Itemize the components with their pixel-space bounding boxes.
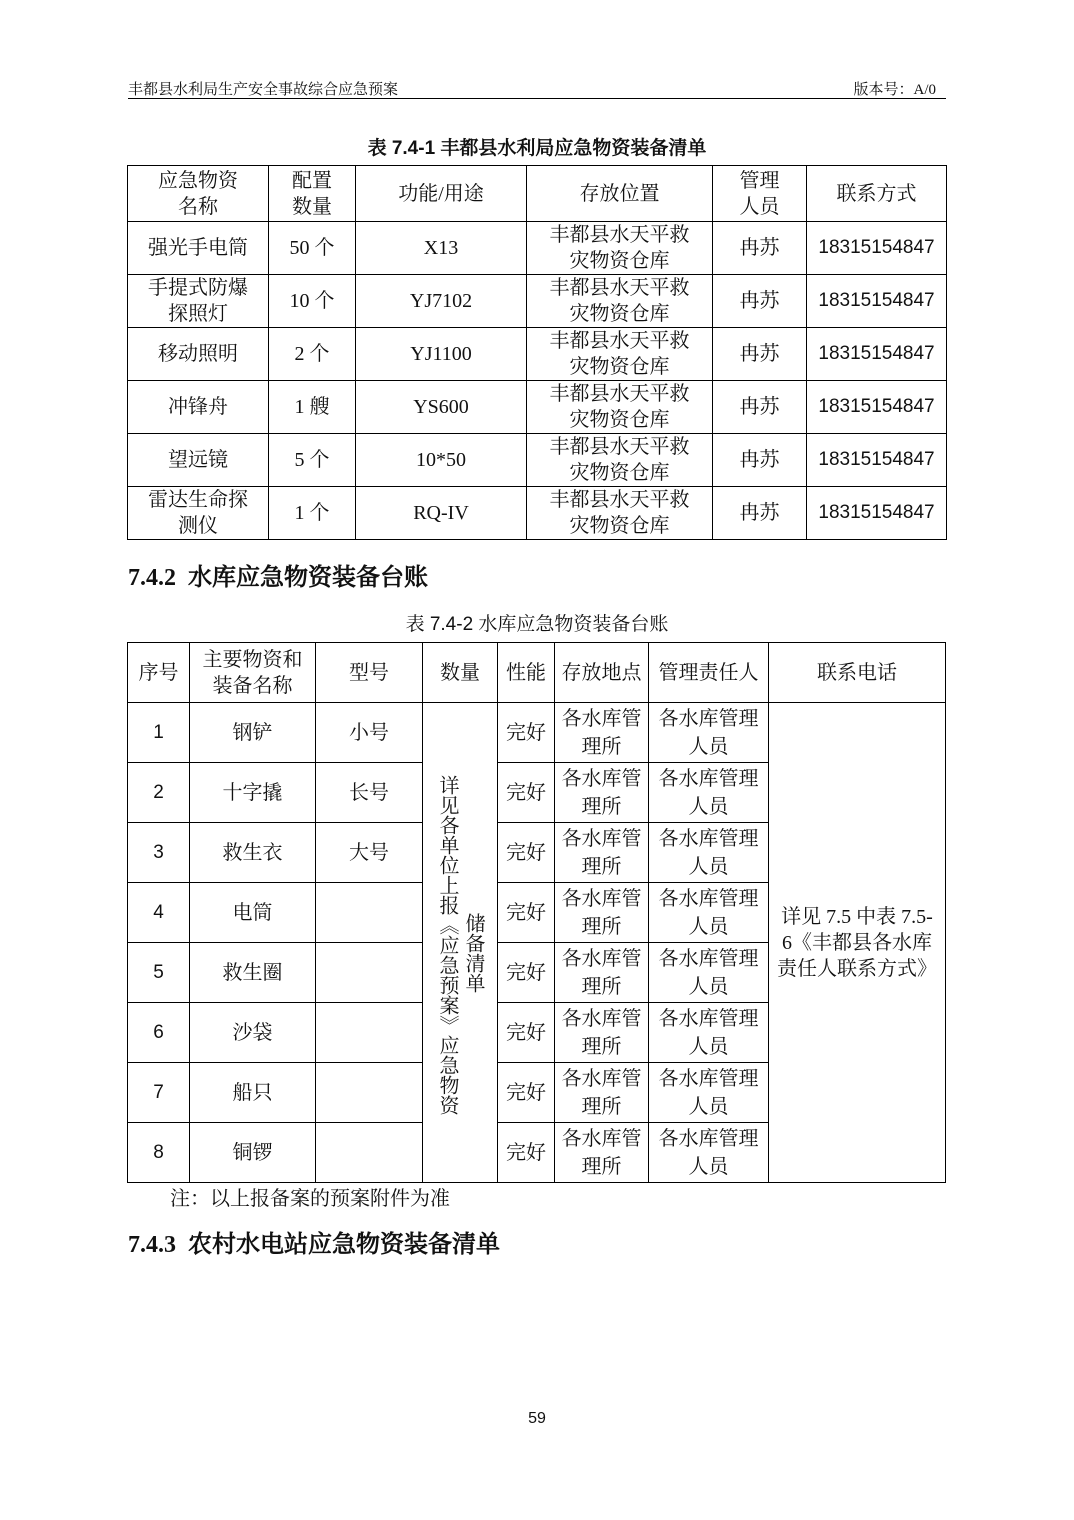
item-location: 丰都县水天平救 灾物资仓库 bbox=[527, 434, 713, 487]
row-number: 3 bbox=[128, 823, 190, 883]
item-performance: 完好 bbox=[498, 703, 555, 763]
item-model bbox=[316, 883, 423, 943]
item-place: 各水库管 理所 bbox=[555, 943, 649, 1003]
row-number: 1 bbox=[128, 703, 190, 763]
item-name: 移动照明 bbox=[128, 328, 269, 381]
table2-header-cell: 联系电话 bbox=[769, 643, 946, 703]
section-heading-7-4-2: 7.4.2 水库应急物资装备台账 bbox=[128, 565, 428, 591]
table2-header-row bbox=[128, 643, 946, 703]
item-performance: 完好 bbox=[498, 1063, 555, 1123]
item-location: 丰都县水天平救 灾物资仓库 bbox=[527, 381, 713, 434]
item-name: 沙袋 bbox=[190, 1003, 316, 1063]
item-name: 电筒 bbox=[190, 883, 316, 943]
item-manager: 冉苏 bbox=[713, 222, 807, 275]
table2-header-cell: 数量 bbox=[423, 643, 498, 703]
item-use: YJ7102 bbox=[356, 275, 527, 328]
item-model: 大号 bbox=[316, 823, 423, 883]
contact-merged-cell: 详见 7.5 中表 7.5- 6《丰都县各水库 责任人联系方式》 bbox=[769, 703, 946, 1183]
item-use: X13 bbox=[356, 222, 527, 275]
row-number: 7 bbox=[128, 1063, 190, 1123]
item-name: 手提式防爆 探照灯 bbox=[128, 275, 269, 328]
table1-header-cell: 功能/用途 bbox=[356, 166, 527, 222]
item-use: YS600 bbox=[356, 381, 527, 434]
item-performance: 完好 bbox=[498, 1123, 555, 1183]
table2-header-cell: 型号 bbox=[316, 643, 423, 703]
item-phone: 18315154847 bbox=[807, 275, 947, 328]
row-number: 2 bbox=[128, 763, 190, 823]
item-qty: 5 个 bbox=[269, 434, 356, 487]
item-manager: 冉苏 bbox=[713, 328, 807, 381]
item-qty: 1 个 bbox=[269, 487, 356, 540]
item-name: 救生衣 bbox=[190, 823, 316, 883]
table2-header-cell: 主要物资和 装备名称 bbox=[190, 643, 316, 703]
item-performance: 完好 bbox=[498, 943, 555, 1003]
table-row bbox=[128, 328, 947, 381]
item-use: 10*50 bbox=[356, 434, 527, 487]
table1-header-cell: 应急物资 名称 bbox=[128, 166, 269, 222]
item-location: 丰都县水天平救 灾物资仓库 bbox=[527, 222, 713, 275]
table2-header-cell: 性能 bbox=[498, 643, 555, 703]
item-manager: 冉苏 bbox=[713, 381, 807, 434]
item-person: 各水库管理 人员 bbox=[649, 703, 769, 763]
table2-caption: 表 7.4-2 水库应急物资装备台账 bbox=[405, 614, 669, 635]
item-use: RQ-IV bbox=[356, 487, 527, 540]
item-phone: 18315154847 bbox=[807, 328, 947, 381]
item-qty: 2 个 bbox=[269, 328, 356, 381]
item-model bbox=[316, 1063, 423, 1123]
item-person: 各水库管理 人员 bbox=[649, 943, 769, 1003]
item-qty: 1 艘 bbox=[269, 381, 356, 434]
item-model: 小号 bbox=[316, 703, 423, 763]
table1-header-cell: 联系方式 bbox=[807, 166, 947, 222]
item-location: 丰都县水天平救 灾物资仓库 bbox=[527, 275, 713, 328]
item-location: 丰都县水天平救 灾物资仓库 bbox=[527, 328, 713, 381]
item-phone: 18315154847 bbox=[807, 434, 947, 487]
table2-header-cell: 存放地点 bbox=[555, 643, 649, 703]
item-qty: 10 个 bbox=[269, 275, 356, 328]
item-name: 雷达生命探 测仪 bbox=[128, 487, 269, 540]
item-qty: 50 个 bbox=[269, 222, 356, 275]
table1-header-cell: 配置 数量 bbox=[269, 166, 356, 222]
table-row bbox=[128, 275, 947, 328]
item-phone: 18315154847 bbox=[807, 487, 947, 540]
quantity-vertical-text: 详见各单位上报《应急预案》应急物资 储备清单 bbox=[436, 774, 484, 1115]
table-row bbox=[128, 703, 946, 763]
row-number: 6 bbox=[128, 1003, 190, 1063]
item-person: 各水库管理 人员 bbox=[649, 763, 769, 823]
item-name: 船只 bbox=[190, 1063, 316, 1123]
item-performance: 完好 bbox=[498, 1003, 555, 1063]
version-label: 版本号：A/0 bbox=[853, 82, 936, 98]
item-model bbox=[316, 1123, 423, 1183]
item-name: 钢铲 bbox=[190, 703, 316, 763]
page-number: 59 bbox=[528, 1410, 546, 1427]
document-title: 丰都县水利局生产安全事故综合应急预案 bbox=[128, 82, 399, 98]
item-place: 各水库管 理所 bbox=[555, 1003, 649, 1063]
item-place: 各水库管 理所 bbox=[555, 703, 649, 763]
table-row bbox=[128, 487, 947, 540]
item-use: YJ1100 bbox=[356, 328, 527, 381]
item-person: 各水库管理 人员 bbox=[649, 1063, 769, 1123]
item-person: 各水库管理 人员 bbox=[649, 823, 769, 883]
item-manager: 冉苏 bbox=[713, 434, 807, 487]
table1-header-cell: 存放位置 bbox=[527, 166, 713, 222]
item-person: 各水库管理 人员 bbox=[649, 883, 769, 943]
table1-header-row bbox=[128, 166, 947, 222]
item-person: 各水库管理 人员 bbox=[649, 1123, 769, 1183]
item-model bbox=[316, 1003, 423, 1063]
item-model: 长号 bbox=[316, 763, 423, 823]
table-row bbox=[128, 381, 947, 434]
item-place: 各水库管 理所 bbox=[555, 1123, 649, 1183]
item-name: 强光手电筒 bbox=[128, 222, 269, 275]
table2-header-cell: 管理责任人 bbox=[649, 643, 769, 703]
table-row bbox=[128, 434, 947, 487]
row-number: 8 bbox=[128, 1123, 190, 1183]
item-name: 救生圈 bbox=[190, 943, 316, 1003]
table-row bbox=[128, 222, 947, 275]
item-performance: 完好 bbox=[498, 883, 555, 943]
item-place: 各水库管 理所 bbox=[555, 1063, 649, 1123]
table1-caption: 表 7.4-1 丰都县水利局应急物资装备清单 bbox=[367, 138, 707, 159]
item-location: 丰都县水天平救 灾物资仓库 bbox=[527, 487, 713, 540]
item-place: 各水库管 理所 bbox=[555, 763, 649, 823]
table2-header-cell: 序号 bbox=[128, 643, 190, 703]
page-header bbox=[128, 78, 946, 99]
section-heading-7-4-3: 7.4.3 农村水电站应急物资装备清单 bbox=[128, 1232, 500, 1258]
row-number: 4 bbox=[128, 883, 190, 943]
item-name: 十字撬 bbox=[190, 763, 316, 823]
table2-note: 注：以上报备案的预案附件为准 bbox=[170, 1188, 450, 1210]
table1-header-cell: 管理 人员 bbox=[713, 166, 807, 222]
item-place: 各水库管 理所 bbox=[555, 883, 649, 943]
item-model bbox=[316, 943, 423, 1003]
item-person: 各水库管理 人员 bbox=[649, 1003, 769, 1063]
item-phone: 18315154847 bbox=[807, 381, 947, 434]
item-place: 各水库管 理所 bbox=[555, 823, 649, 883]
row-number: 5 bbox=[128, 943, 190, 1003]
item-performance: 完好 bbox=[498, 763, 555, 823]
quantity-merged-cell bbox=[423, 703, 498, 1183]
table2-reservoir-supplies bbox=[127, 642, 946, 1183]
item-manager: 冉苏 bbox=[713, 275, 807, 328]
table1-emergency-supplies bbox=[127, 165, 947, 540]
item-name: 望远镜 bbox=[128, 434, 269, 487]
item-manager: 冉苏 bbox=[713, 487, 807, 540]
item-performance: 完好 bbox=[498, 823, 555, 883]
item-name: 冲锋舟 bbox=[128, 381, 269, 434]
item-phone: 18315154847 bbox=[807, 222, 947, 275]
item-name: 铜锣 bbox=[190, 1123, 316, 1183]
